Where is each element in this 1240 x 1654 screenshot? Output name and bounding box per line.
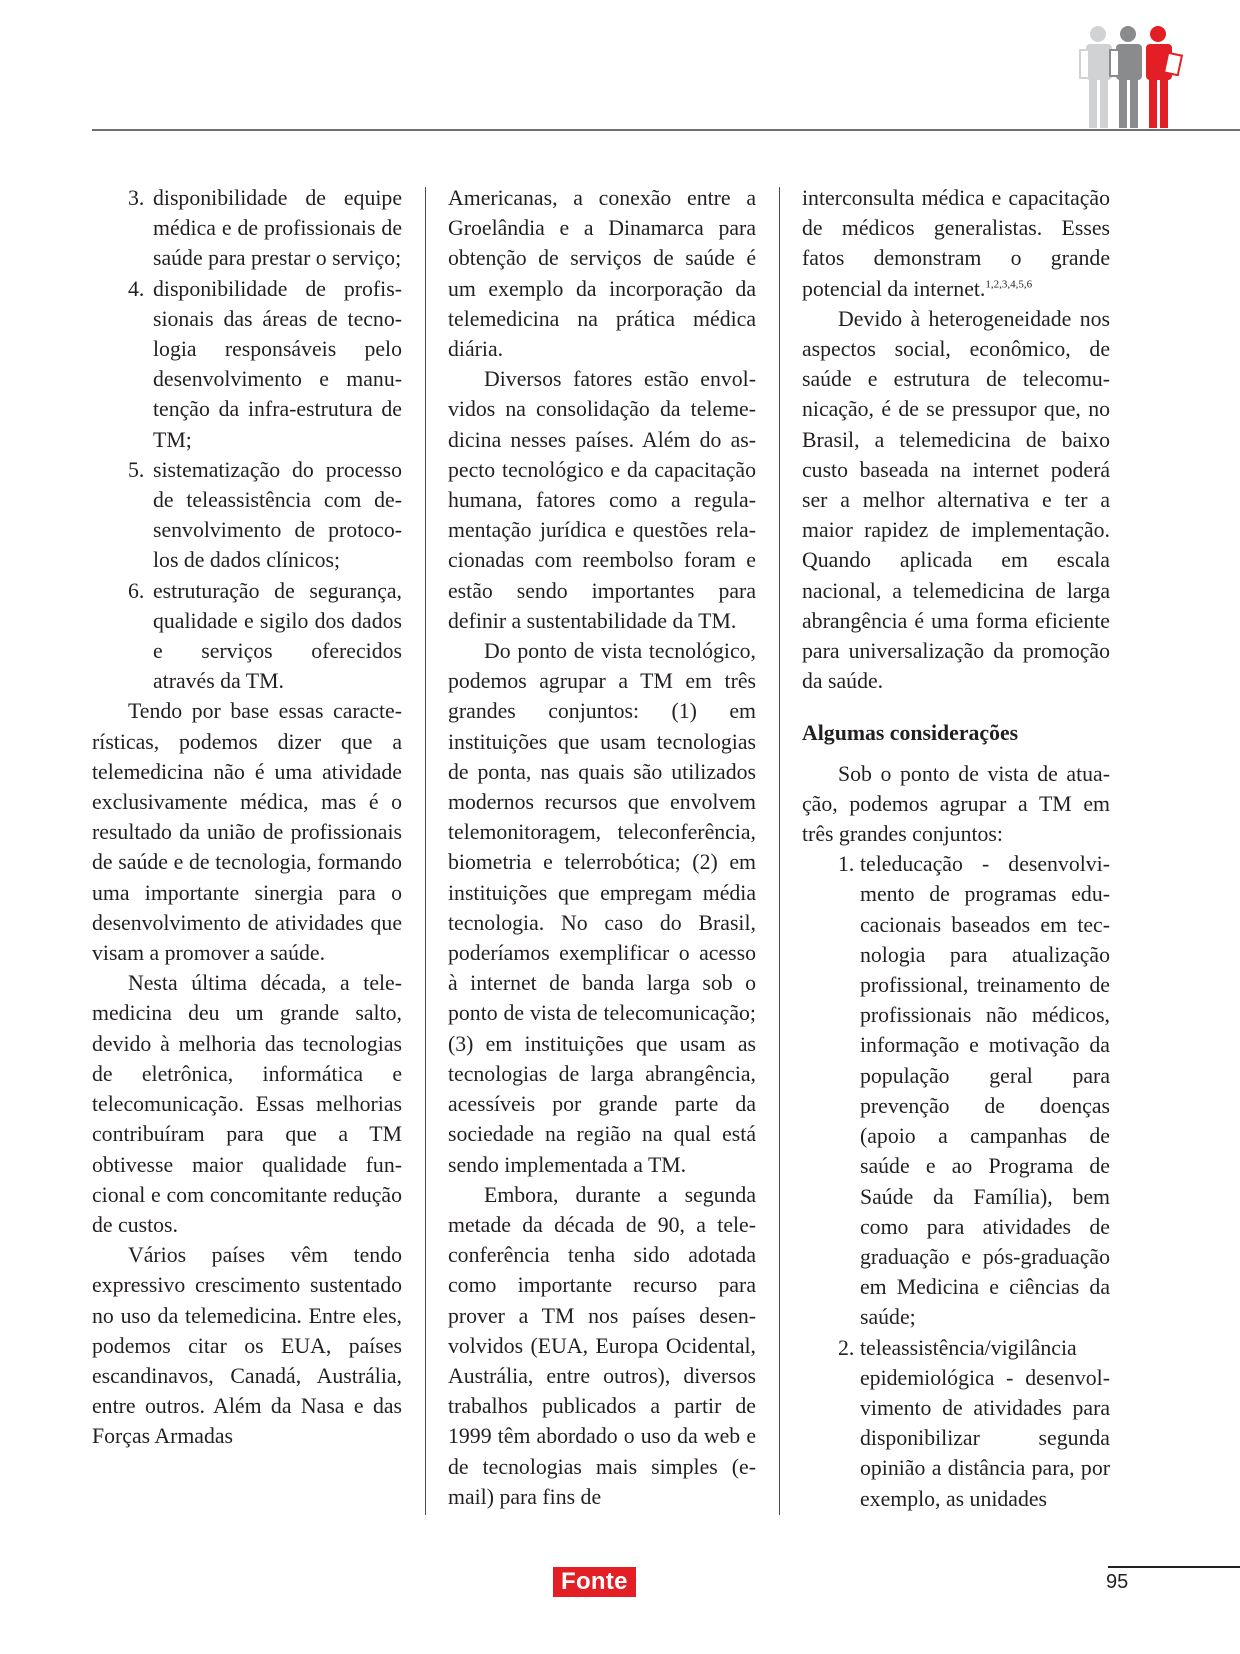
paragraph: Diversos fatores estão envolvidos na consolidação da telemedicina nesses países. Além do aspecto tecnológico e da capacitação humana, fatores como a regulamentação jurídica e questões relacionadas com reembolso foram e estão sendo importantes para definir a sustentabilidade da TM. [448, 367, 756, 633]
list-item-text: estruturação de segurança, qualidade e sigilo dos dados e serviços oferecidos através da TM. [153, 578, 402, 694]
list-item-text: teleducação - desenvolvimento de programas educacionais baseados em tecnologia para atualização profissional, treinamento de profissionais não médicos, informação e motivação da população geral para prevenção de doenças (apoio a campanhas de saúde e ao Programa de Saúde da Família), bem como para atividades de graduação e pós-graduação em Medicina e ciências da saúde; [860, 852, 1110, 1330]
list-item: 5. sistematização do processo de teleassistência com desenvolvimento de protocolos de dados clínicos; [128, 457, 402, 573]
list-item: 6. estruturação de segurança, qualidade e sigilo dos dados e serviços oferecidos através da TM. [128, 578, 402, 694]
column-3 [802, 183, 1110, 1515]
paragraph: interconsulta médica e capacitação de médicos generalistas. Esses fatos demonstram o grande potencial da internet.$^{1,2,3,4,5,6}$ [802, 186, 1110, 301]
header-rule [92, 129, 1240, 131]
list-item-text: sistematização do processo de teleassistência com desenvolvimento de protocolos de dados clínicos; [153, 457, 402, 573]
reference-superscript: 1,2,3,4,5,6 [985, 278, 1033, 291]
paragraph: Do ponto de vista tecnológico, podemos agrupar a TM em três grandes conjuntos: (1) em instituições que usam tecnologias de ponta, nas quais são utilizados modernos recursos que envolvem telemonitoragem, teleconferência, biometria e telerrobótica; (2) em instituições que empregam média tecnologia. No caso do Brasil, poderíamos exemplificar o acesso à internet de banda larga sob o ponto de vista de telecomunicação; (3) em instituições que usam as tecnologias de larga abrangência, acessíveis por grande parte da sociedade na região na qual está sendo implementada a TM. [448, 639, 756, 1177]
numbered-list [92, 183, 402, 696]
paragraph: Vários países vêm tendo expressivo crescimento sustentado no uso da telemedicina. Entre eles, podemos citar os EUA, países escandinavos, Canadá, Austrália, entre outros. Além da Nasa e das Forças Armadas [92, 1243, 402, 1449]
paragraph: Nesta última década, a telemedicina deu um grande salto, devido à melhoria das tecnologias de eletrônica, informática e telecomunicação. Essas melhorias contribuíram para que a TM obtivesse maior qualidade funcional e com concomitante redução de custos. [92, 971, 402, 1237]
list-item: 2. teleassistência/vigilância epidemiológica - desenvolvimento de atividades para disponibilizar segunda opinião a distância para, por exemplo, as unidades [838, 1335, 1110, 1511]
column-divider [779, 187, 780, 1515]
section-heading: Algumas considerações [802, 721, 1019, 746]
column-1 [92, 183, 402, 1515]
list-item: 4. disponibilidade de profissionais das áreas de tecnologia responsáveis pelo desenvolvimento e manutenção da infra-estrutura de TM; [128, 276, 402, 452]
list-item-text: teleassistência/vigilância epidemiológica - desenvolvimento de atividades para disponibilizar segunda opinião a distância para, por exemplo, as unidades [860, 1335, 1110, 1511]
paragraph: Sob o ponto de vista de atuação, podemos agrupar a TM em três grandes conjuntos: [802, 761, 1110, 847]
list-item-text: disponibilidade de profissionais das áreas de tecnologia responsáveis pelo desenvolvimento e manutenção da infra-estrutura de TM; [153, 276, 402, 452]
paragraph: Tendo por base essas características, podemos dizer que a telemedicina não é uma atividade exclusivamente médica, mas é o resultado da união de profissionais de saúde e de tecnologia, formando uma importante sinergia para o desenvolvimento de atividades que visam a promover a saúde. [92, 699, 402, 966]
paragraph: Embora, durante a segunda metade da década de 90, a teleconferência tenha sido adotada como importante recurso para prover a TM nos países desenvolvidos (EUA, Europa Ocidental, Austrália, entre outros), diversos trabalhos publicados a partir de 1999 têm abordado o uso da web e de tecnologias mais simples (e-mail) para fins de [448, 1182, 756, 1509]
page-number: 95 [1106, 1571, 1129, 1593]
column-divider [425, 187, 426, 1515]
people-figures-icon [1078, 20, 1188, 130]
paragraph: Devido à heterogeneidade nos aspectos social, econômico, de saúde e estrutura de telecomunicação, é de se pressupor que, no Brasil, a telemedicina de baixo custo baseada na internet poderá ser a melhor alternativa e ter a maior rapidez de implementação. Quando aplicada em escala nacional, a telemedicina de larga abrangência é uma forma eficiente para universalização da promoção da saúde. [802, 306, 1110, 694]
numbered-list [802, 849, 1110, 1513]
column-2 [448, 183, 756, 1515]
list-item: 1. teleducação - desenvolvimento de programas educacionais baseados em tecnologia para atualização profissional, treinamento de profissionais não médicos, informação e motivação da população geral para prevenção de doenças (apoio a campanhas de saúde e ao Programa de Saúde da Família), bem como para atividades de graduação e pós-graduação em Medicina e ciências da saúde; [838, 852, 1110, 1330]
list-item-text: disponibilidade de equipe médica e de profissionais de saúde para prestar o serviço; [153, 186, 402, 271]
brand-logo: Fonte [553, 1567, 636, 1597]
paragraph: Americanas, a conexão entre a Groelândia e a Dinamarca para obtenção de serviços de saúde é um exemplo da incorporação da telemedicina na prática médica diária. [448, 186, 756, 362]
list-item: 3. disponibilidade de equipe médica e de profissionais de saúde para prestar o serviço; [128, 186, 402, 271]
footer-rule [1108, 1566, 1240, 1568]
